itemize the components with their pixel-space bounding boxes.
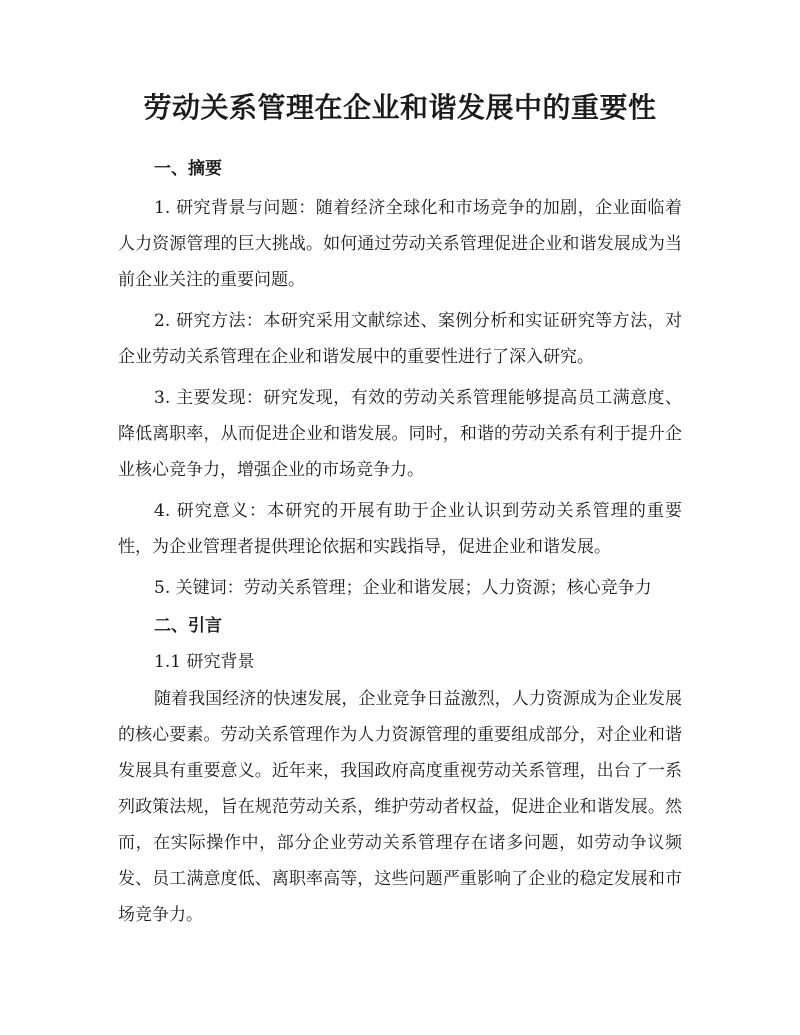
- section-heading-introduction: 二、引言: [154, 616, 222, 636]
- subsection-heading-background: 1.1 研究背景: [154, 652, 255, 672]
- abstract-item-keywords: 5. 关键词：劳动关系管理；企业和谐发展；人力资源；核心竞争力: [154, 578, 652, 598]
- document-title: 劳动关系管理在企业和谐发展中的重要性: [143, 91, 657, 124]
- abstract-item-method: 2. 研究方法：本研究采用文献综述、案例分析和实证研究等方法，对企业劳动关系管理在企业和谐发展中的重要性进行了深入研究。: [118, 311, 682, 367]
- abstract-item-significance: 4. 研究意义：本研究的开展有助于企业认识到劳动关系管理的重要性，为企业管理者提供理论依据和实践指导，促进企业和谐发展。: [118, 501, 682, 557]
- introduction-paragraph: 随着我国经济的快速发展，企业竞争日益激烈，人力资源成为企业发展的核心要素。劳动关系管理作为人力资源管理的重要组成部分，对企业和谐发展具有重要意义。近年来，我国政府高度重视劳动关系管理，出台了一系列政策法规，旨在规范劳动关系，维护劳动者权益，促进企业和谐发展。然而，在实际操作中，部分企业劳动关系管理存在诸多问题，如劳动争议频发、员工满意度低、离职率高等，这些问题严重影响了企业的稳定发展和市场竞争力。: [118, 689, 682, 925]
- section-heading-abstract: 一、摘要: [154, 159, 222, 179]
- abstract-item-findings: 3. 主要发现：研究发现，有效的劳动关系管理能够提高员工满意度、降低离职率，从而促进企业和谐发展。同时，和谐的劳动关系有利于提升企业核心竞争力，增强企业的市场竞争力。: [118, 388, 682, 480]
- abstract-item-background: 1. 研究背景与问题：随着经济全球化和市场竞争的加剧，企业面临着人力资源管理的巨大挑战。如何通过劳动关系管理促进企业和谐发展成为当前企业关注的重要问题。: [118, 198, 682, 290]
